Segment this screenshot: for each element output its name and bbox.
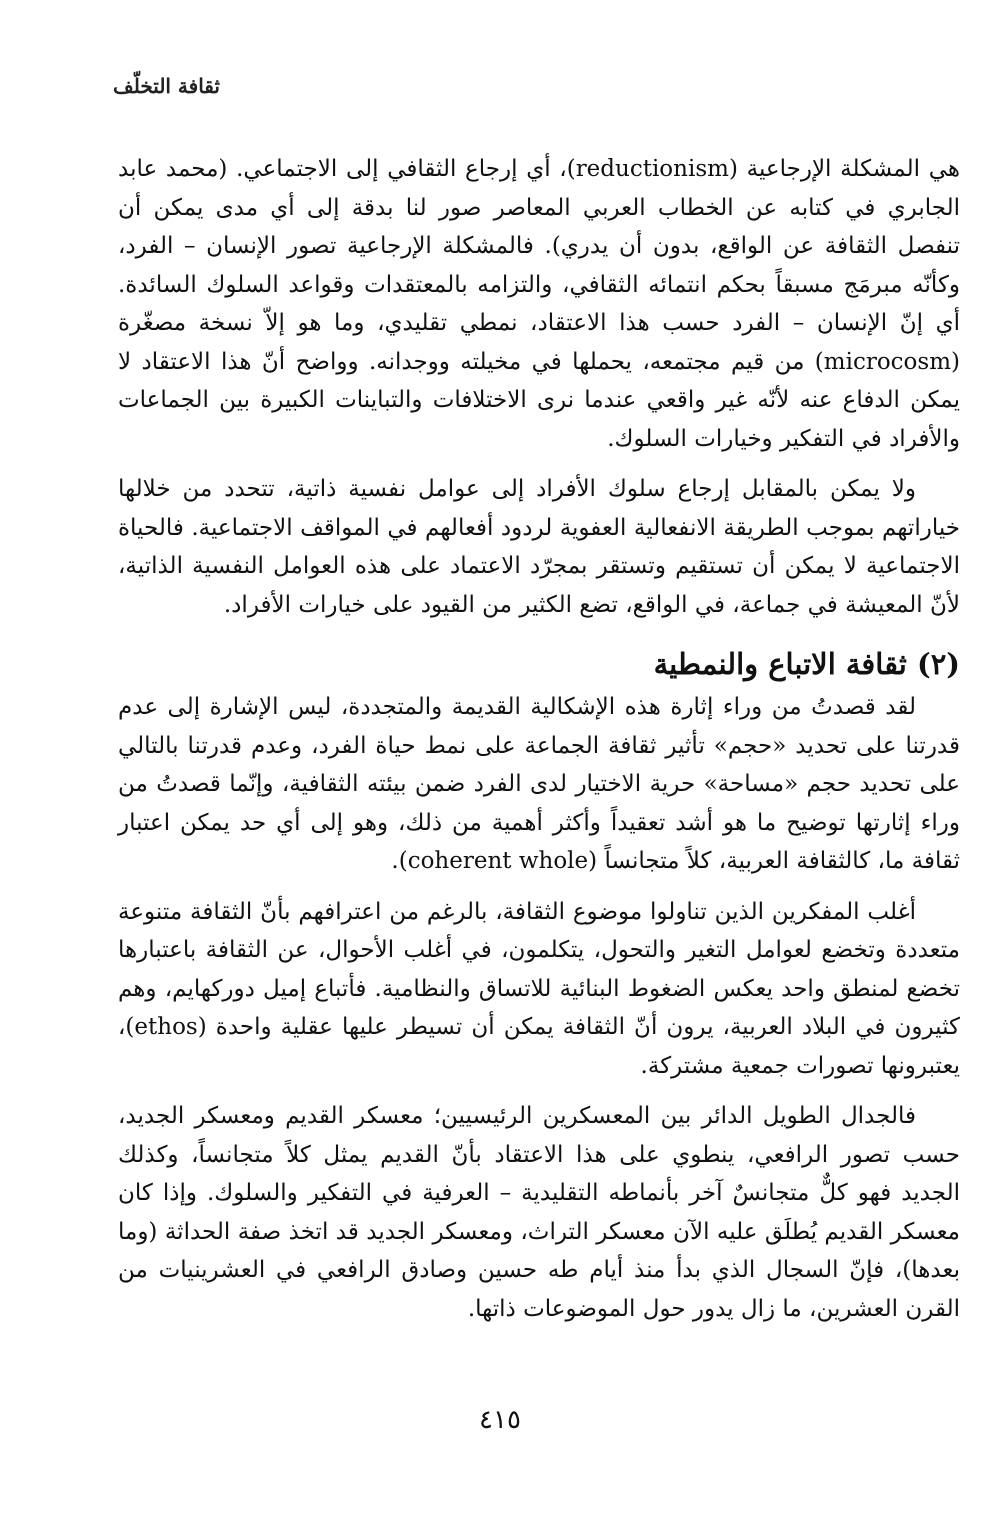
paragraph-intention: لقد قصدتُ من وراء إثارة هذه الإشكالية القديمة والمتجددة، ليس الإشارة إلى عدم قدرتنا على تحديد «حجم» تأثير ثقافة الجماعة على نمط حياة الفرد، وعدم قدرتنا بالتالي على تحديد حجم «مساحة» حرية الاختيار لدى الفرد ضمن بيئته الثقافية، وإنّما قصدتُ من وراء إثارتها توضيح ما هو أشد تعقيداً وأكثر أهمية من ذلك، وهو إلى أي حد يمكن اعتبار ثقافة ما، كالثقافة العربية، كلاً متجانساً (coherent whole). [118,694,960,874]
page-number: ٤١٥ [479,1405,521,1435]
section-heading: (٢) ثقافة الاتباع والنمطية [653,647,960,681]
paragraph-psychological-factors: ولا يمكن بالمقابل إرجاع سلوك الأفراد إلى عوامل نفسية ذاتية، تتحدد من خلالها خياراتهم بموجب الطريقة الانفعالية العفوية لردود أفعالهم في المواقف الاجتماعية. فالحياة الاجتماعية لا يمكن أن تستقيم وتستقر بمجرّد الاعتماد على هذه العوامل النفسية الذاتية، لأنّ المعيشة في جماعة، في الواقع، تضع الكثير من القيود على خيارات الأفراد. [118,476,960,618]
running-head: ثقافة التخلّف [113,74,220,98]
paragraph-reductionism: هي المشكلة الإرجاعية (reductionism)، أي إرجاع الثقافي إلى الاجتماعي. (محمد عابد الجابري في كتابه عن الخطاب العربي المعاصر صور لنا بدقة إلى أي مدى يمكن أن تنفصل الثقافة عن الواقع، بدون أن يدري). فالمشكلة الإرجاعية تصور الإنسان – الفرد، وكأنّه مبرمَج مسبقاً بحكم انتمائه الثقافي، والتزامه بالمعتقدات وقواعد السلوك السائدة. أي إنّ الإنسان – الفرد حسب هذا الاعتقاد، نمطي تقليدي، وما هو إلاّ نسخة مصغّرة (microcosm) من قيم مجتمعه، يحملها في مخيلته ووجدانه. وواضح أنّ هذا الاعتقاد لا يمكن الدفاع عنه لأنّه غير واقعي عندما نرى الاختلافات والتباينات الكبيرة بين الجماعات والأفراد في التفكير وخيارات السلوك. [118,156,961,452]
paragraph-thinkers: أغلب المفكرين الذين تناولوا موضوع الثقافة، بالرغم من اعترافهم بأنّ الثقافة متنوعة متعددة وتخضع لعوامل التغير والتحول، يتكلمون، في أغلب الأحوال، عن الثقافة باعتبارها تخضع لمنطق واحد يعكس الضغوط البنائية للاتساق والنظامية. فأتباع إميل دوركهايم، وهم كثيرون في البلاد العربية، يرون أنّ الثقافة يمكن أن تسيطر عليها عقلية واحدة (ethos)، يعتبرونها تصورات جمعية مشتركة. [118,898,960,1079]
paragraph-debate: فالجدال الطويل الدائر بين المعسكرين الرئيسيين؛ معسكر القديم ومعسكر الجديد، حسب تصور الرافعي، ينطوي على هذا الاعتقاد بأنّ القديم يمثل كلاً متجانساً، وكذلك الجديد فهو كلٌّ متجانسٌ آخر بأنماطه التقليدية – العرفية في التفكير والسلوك. وإذا كان معسكر القديم يُطلَق عليه الآن معسكر التراث، ومعسكر الجديد قد اتخذ صفة الحداثة (وما بعدها)، فإنّ السجال الذي بدأ منذ أيام طه حسين وصادق الرافعي في العشرينيات من القرن العشرين، ما زال يدور حول الموضوعات ذاتها. [118,1103,960,1322]
body-text [118,150,960,1328]
